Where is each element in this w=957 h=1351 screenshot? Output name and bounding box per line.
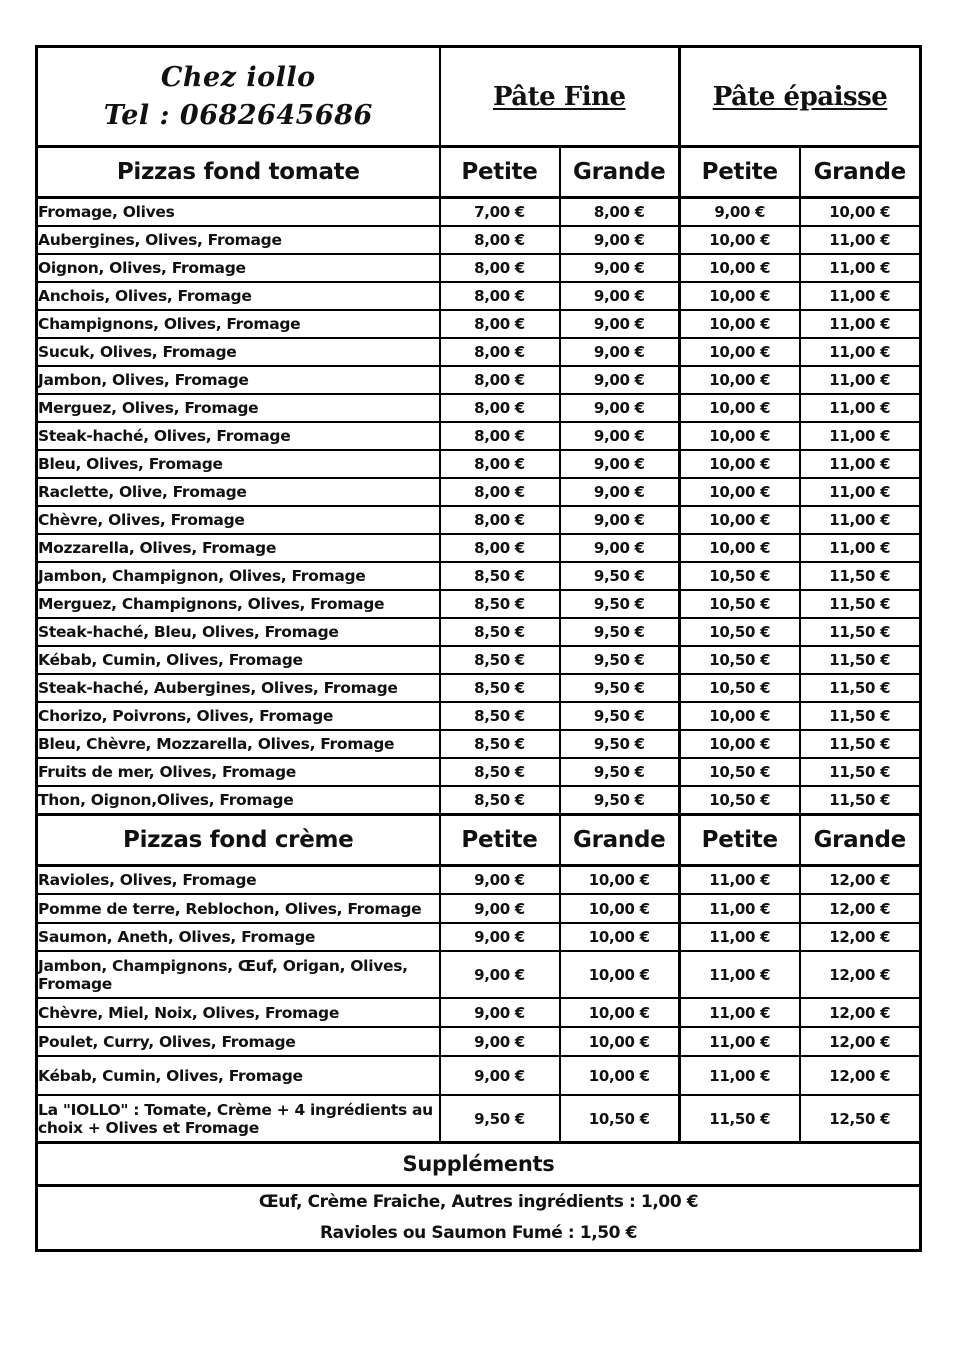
menu-item-row <box>37 923 921 951</box>
price-fine-grande: 8,00 € <box>560 198 680 227</box>
menu-item-row <box>37 338 921 366</box>
price-fine-petite: 8,00 € <box>440 478 560 506</box>
menu-item-row <box>37 394 921 422</box>
price-fine-grande: 10,00 € <box>560 951 680 998</box>
price-fine-grande: 10,50 € <box>560 1095 680 1143</box>
price-fine-grande: 10,00 € <box>560 1027 680 1056</box>
pizza-name: Anchois, Olives, Fromage <box>37 282 440 310</box>
price-fine-petite: 8,00 € <box>440 310 560 338</box>
price-fine-grande: 9,00 € <box>560 254 680 282</box>
supplements-body-row <box>37 1186 921 1251</box>
price-thick-grande: 11,50 € <box>800 758 921 786</box>
price-fine-petite: 8,00 € <box>440 282 560 310</box>
pizza-name: La "IOLLO" : Tomate, Crème + 4 ingrédients au choix + Olives et Fromage <box>37 1095 440 1143</box>
price-fine-petite: 9,00 € <box>440 866 560 895</box>
price-thick-petite: 10,00 € <box>680 534 800 562</box>
restaurant-header <box>37 47 440 147</box>
price-thick-grande: 11,00 € <box>800 450 921 478</box>
price-fine-petite: 8,50 € <box>440 702 560 730</box>
price-thick-petite: 11,00 € <box>680 1027 800 1056</box>
price-fine-grande: 10,00 € <box>560 866 680 895</box>
section-header-row <box>37 815 921 866</box>
pizza-name: Fromage, Olives <box>37 198 440 227</box>
pizza-name: Aubergines, Olives, Fromage <box>37 226 440 254</box>
price-thick-petite: 10,00 € <box>680 702 800 730</box>
price-thick-grande: 12,00 € <box>800 1027 921 1056</box>
price-fine-petite: 8,00 € <box>440 534 560 562</box>
price-thick-grande: 11,00 € <box>800 310 921 338</box>
price-thick-grande: 11,50 € <box>800 590 921 618</box>
menu-item-row <box>37 1056 921 1095</box>
pizza-name: Poulet, Curry, Olives, Fromage <box>37 1027 440 1056</box>
price-fine-grande: 9,50 € <box>560 730 680 758</box>
pizza-name: Fruits de mer, Olives, Fromage <box>37 758 440 786</box>
price-thick-petite: 10,00 € <box>680 422 800 450</box>
price-thick-grande: 12,00 € <box>800 998 921 1027</box>
pizza-name: Steak-haché, Aubergines, Olives, Fromage <box>37 674 440 702</box>
pizza-name: Saumon, Aneth, Olives, Fromage <box>37 923 440 951</box>
pizza-name: Bleu, Chèvre, Mozzarella, Olives, Fromage <box>37 730 440 758</box>
dough-fine-header: Pâte Fine <box>440 47 680 147</box>
price-fine-grande: 10,00 € <box>560 894 680 923</box>
price-fine-grande: 9,50 € <box>560 590 680 618</box>
menu-item-row <box>37 254 921 282</box>
pizza-name: Merguez, Olives, Fromage <box>37 394 440 422</box>
price-thick-grande: 12,00 € <box>800 951 921 998</box>
price-fine-petite: 8,00 € <box>440 506 560 534</box>
price-fine-grande: 9,50 € <box>560 618 680 646</box>
pizza-name: Chorizo, Poivrons, Olives, Fromage <box>37 702 440 730</box>
price-thick-grande: 12,00 € <box>800 866 921 895</box>
price-fine-grande: 9,50 € <box>560 786 680 815</box>
price-thick-petite: 10,50 € <box>680 562 800 590</box>
price-thick-petite: 11,00 € <box>680 866 800 895</box>
price-thick-grande: 11,00 € <box>800 338 921 366</box>
price-fine-petite: 9,00 € <box>440 923 560 951</box>
price-fine-grande: 10,00 € <box>560 1056 680 1095</box>
price-fine-grande: 9,00 € <box>560 366 680 394</box>
pizza-name: Raclette, Olive, Fromage <box>37 478 440 506</box>
price-thick-grande: 11,00 € <box>800 254 921 282</box>
price-fine-grande: 9,50 € <box>560 758 680 786</box>
price-fine-petite: 8,00 € <box>440 450 560 478</box>
pizza-name: Steak-haché, Bleu, Olives, Fromage <box>37 618 440 646</box>
price-thick-grande: 11,00 € <box>800 366 921 394</box>
restaurant-name: Chez iollo <box>160 61 316 93</box>
price-fine-grande: 9,00 € <box>560 534 680 562</box>
price-thick-petite: 11,50 € <box>680 1095 800 1143</box>
price-fine-grande: 9,50 € <box>560 702 680 730</box>
price-thick-petite: 9,00 € <box>680 198 800 227</box>
price-thick-petite: 11,00 € <box>680 1056 800 1095</box>
supplements-list <box>37 1186 921 1251</box>
menu-item-row <box>37 786 921 815</box>
price-thick-petite: 10,50 € <box>680 618 800 646</box>
menu-item-row <box>37 310 921 338</box>
section-title: Pizzas fond crème <box>37 815 440 866</box>
price-fine-grande: 9,50 € <box>560 674 680 702</box>
supplements-header-row <box>37 1143 921 1186</box>
price-fine-petite: 8,00 € <box>440 422 560 450</box>
menu-item-row <box>37 866 921 895</box>
price-thick-grande: 11,00 € <box>800 226 921 254</box>
price-thick-grande: 11,50 € <box>800 674 921 702</box>
price-fine-grande: 9,00 € <box>560 422 680 450</box>
menu-item-row <box>37 450 921 478</box>
menu-item-row <box>37 674 921 702</box>
menu-item-row <box>37 282 921 310</box>
pizza-name: Bleu, Olives, Fromage <box>37 450 440 478</box>
size-fine-petite: Petite <box>440 815 560 866</box>
price-thick-petite: 11,00 € <box>680 998 800 1027</box>
pizza-name: Jambon, Champignon, Olives, Fromage <box>37 562 440 590</box>
price-thick-petite: 11,00 € <box>680 923 800 951</box>
pizza-name: Kébab, Cumin, Olives, Fromage <box>37 646 440 674</box>
price-thick-petite: 10,00 € <box>680 506 800 534</box>
price-fine-petite: 8,00 € <box>440 366 560 394</box>
price-fine-petite: 8,50 € <box>440 646 560 674</box>
price-thick-petite: 10,00 € <box>680 478 800 506</box>
size-thick-petite: Petite <box>680 147 800 198</box>
menu-title-row <box>37 47 921 147</box>
price-thick-grande: 12,00 € <box>800 1056 921 1095</box>
price-fine-petite: 7,00 € <box>440 198 560 227</box>
price-fine-petite: 9,00 € <box>440 894 560 923</box>
price-thick-grande: 12,00 € <box>800 894 921 923</box>
price-thick-grande: 11,00 € <box>800 506 921 534</box>
price-fine-petite: 9,00 € <box>440 951 560 998</box>
supplements-title: Suppléments <box>37 1143 921 1186</box>
menu-item-row <box>37 1095 921 1143</box>
menu-item-row <box>37 562 921 590</box>
price-thick-petite: 10,50 € <box>680 674 800 702</box>
menu-item-row <box>37 1027 921 1056</box>
price-fine-petite: 9,00 € <box>440 1056 560 1095</box>
pizza-name: Champignons, Olives, Fromage <box>37 310 440 338</box>
size-fine-grande: Grande <box>560 815 680 866</box>
size-thick-grande: Grande <box>800 147 921 198</box>
section-header-row <box>37 147 921 198</box>
size-fine-grande: Grande <box>560 147 680 198</box>
pizza-name: Jambon, Champignons, Œuf, Origan, Olives, Fromage <box>37 951 440 998</box>
pizza-name: Sucuk, Olives, Fromage <box>37 338 440 366</box>
menu-item-row <box>37 730 921 758</box>
price-fine-petite: 8,00 € <box>440 226 560 254</box>
price-fine-petite: 9,00 € <box>440 998 560 1027</box>
price-fine-petite: 8,00 € <box>440 254 560 282</box>
pizza-name: Thon, Oignon,Olives, Fromage <box>37 786 440 815</box>
size-fine-petite: Petite <box>440 147 560 198</box>
price-thick-grande: 10,00 € <box>800 198 921 227</box>
menu-item-row <box>37 951 921 998</box>
price-fine-grande: 9,00 € <box>560 338 680 366</box>
menu-item-row <box>37 590 921 618</box>
price-fine-petite: 8,50 € <box>440 590 560 618</box>
price-thick-grande: 11,00 € <box>800 282 921 310</box>
size-thick-grande: Grande <box>800 815 921 866</box>
pizza-name: Chèvre, Olives, Fromage <box>37 506 440 534</box>
menu-item-row <box>37 646 921 674</box>
price-thick-grande: 11,00 € <box>800 534 921 562</box>
price-thick-petite: 10,00 € <box>680 226 800 254</box>
menu-item-row <box>37 702 921 730</box>
phone-number: Tel : 0682645686 <box>103 99 373 131</box>
price-thick-petite: 10,00 € <box>680 254 800 282</box>
price-fine-grande: 9,00 € <box>560 310 680 338</box>
supplement-line: Œuf, Crème Fraiche, Autres ingrédients : 1,00 € <box>258 1192 699 1212</box>
pizza-name: Steak-haché, Olives, Fromage <box>37 422 440 450</box>
price-fine-grande: 9,00 € <box>560 506 680 534</box>
menu-item-row <box>37 422 921 450</box>
price-fine-petite: 8,50 € <box>440 562 560 590</box>
price-thick-petite: 10,00 € <box>680 310 800 338</box>
price-thick-grande: 12,50 € <box>800 1095 921 1143</box>
price-thick-petite: 10,50 € <box>680 646 800 674</box>
menu-item-row <box>37 894 921 923</box>
menu-item-row <box>37 618 921 646</box>
menu-item-row <box>37 758 921 786</box>
pizza-name: Chèvre, Miel, Noix, Olives, Fromage <box>37 998 440 1027</box>
price-thick-grande: 11,50 € <box>800 730 921 758</box>
pizza-name: Merguez, Champignons, Olives, Fromage <box>37 590 440 618</box>
price-fine-grande: 10,00 € <box>560 998 680 1027</box>
price-thick-grande: 11,00 € <box>800 478 921 506</box>
price-fine-petite: 8,50 € <box>440 786 560 815</box>
price-fine-grande: 9,50 € <box>560 562 680 590</box>
price-fine-grande: 9,00 € <box>560 478 680 506</box>
price-fine-grande: 9,00 € <box>560 226 680 254</box>
pizza-name: Pomme de terre, Reblochon, Olives, Fromage <box>37 894 440 923</box>
pizza-name: Oignon, Olives, Fromage <box>37 254 440 282</box>
pizza-name: Kébab, Cumin, Olives, Fromage <box>37 1056 440 1095</box>
pizza-name: Jambon, Olives, Fromage <box>37 366 440 394</box>
dough-thick-header: Pâte épaisse <box>680 47 921 147</box>
price-fine-petite: 8,50 € <box>440 730 560 758</box>
menu-item-row <box>37 534 921 562</box>
pizza-name: Mozzarella, Olives, Fromage <box>37 534 440 562</box>
pizza-name: Ravioles, Olives, Fromage <box>37 866 440 895</box>
price-fine-petite: 8,00 € <box>440 394 560 422</box>
menu-item-row <box>37 998 921 1027</box>
price-fine-petite: 9,00 € <box>440 1027 560 1056</box>
price-thick-grande: 11,50 € <box>800 786 921 815</box>
pizza-menu-table <box>35 45 922 1252</box>
price-thick-petite: 10,00 € <box>680 282 800 310</box>
price-fine-petite: 8,00 € <box>440 338 560 366</box>
price-thick-petite: 10,00 € <box>680 394 800 422</box>
price-thick-grande: 11,50 € <box>800 618 921 646</box>
section-title: Pizzas fond tomate <box>37 147 440 198</box>
price-thick-grande: 11,00 € <box>800 422 921 450</box>
price-fine-grande: 9,00 € <box>560 450 680 478</box>
menu-item-row <box>37 226 921 254</box>
price-thick-grande: 11,50 € <box>800 646 921 674</box>
price-thick-petite: 10,50 € <box>680 758 800 786</box>
menu-item-row <box>37 478 921 506</box>
price-thick-petite: 11,00 € <box>680 951 800 998</box>
price-thick-petite: 10,50 € <box>680 590 800 618</box>
supplement-line: Ravioles ou Saumon Fumé : 1,50 € <box>319 1223 638 1243</box>
price-fine-petite: 8,50 € <box>440 674 560 702</box>
price-fine-petite: 9,50 € <box>440 1095 560 1143</box>
price-fine-petite: 8,50 € <box>440 618 560 646</box>
price-thick-petite: 11,00 € <box>680 894 800 923</box>
price-fine-petite: 8,50 € <box>440 758 560 786</box>
price-thick-grande: 11,00 € <box>800 394 921 422</box>
price-fine-grande: 10,00 € <box>560 923 680 951</box>
price-thick-grande: 12,00 € <box>800 923 921 951</box>
size-thick-petite: Petite <box>680 815 800 866</box>
price-thick-grande: 11,50 € <box>800 702 921 730</box>
price-fine-grande: 9,00 € <box>560 394 680 422</box>
price-thick-petite: 10,00 € <box>680 730 800 758</box>
price-thick-petite: 10,50 € <box>680 786 800 815</box>
price-thick-grande: 11,50 € <box>800 562 921 590</box>
price-fine-grande: 9,00 € <box>560 282 680 310</box>
price-thick-petite: 10,00 € <box>680 338 800 366</box>
menu-item-row <box>37 366 921 394</box>
menu-item-row <box>37 198 921 227</box>
price-fine-grande: 9,50 € <box>560 646 680 674</box>
price-thick-petite: 10,00 € <box>680 366 800 394</box>
menu-item-row <box>37 506 921 534</box>
price-thick-petite: 10,00 € <box>680 450 800 478</box>
